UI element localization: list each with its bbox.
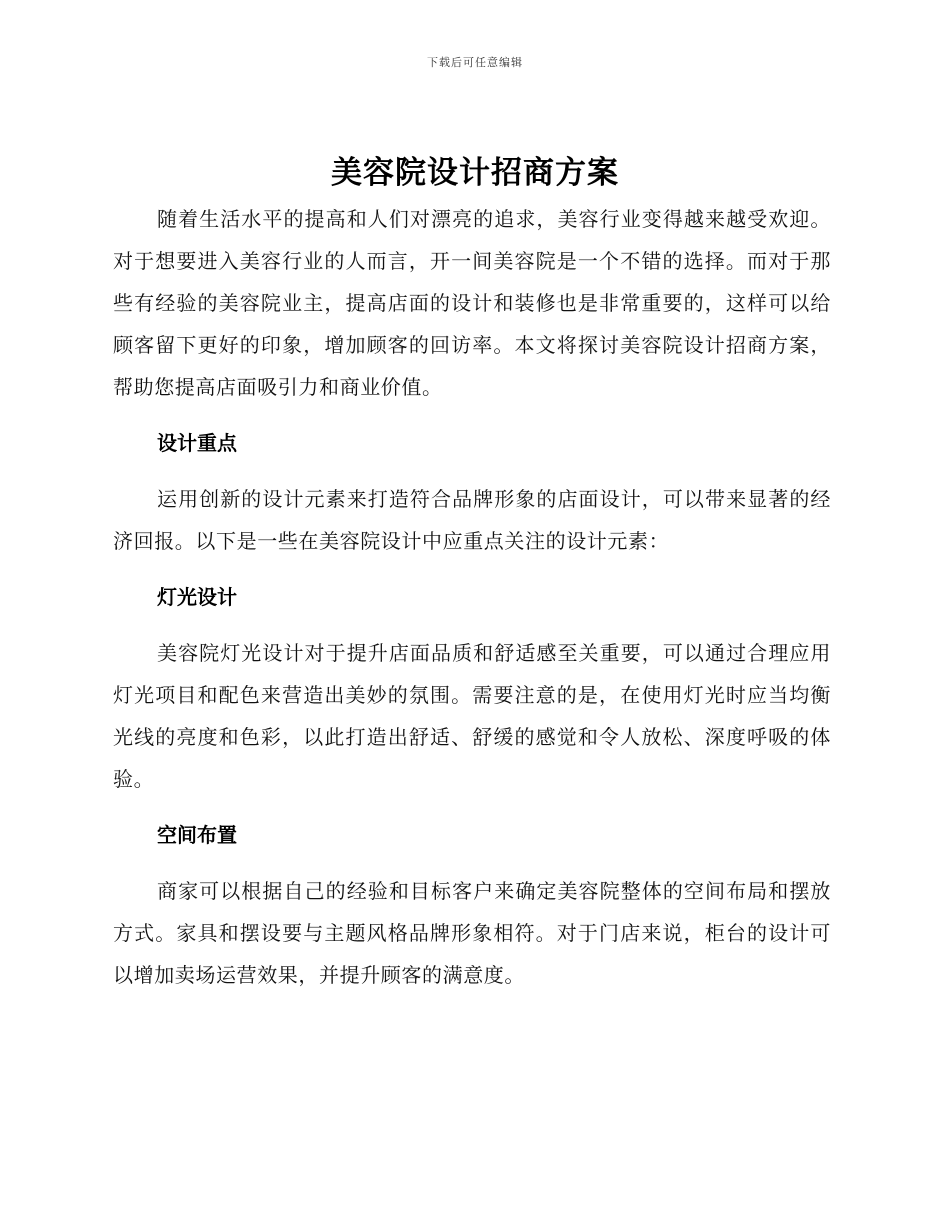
intro-paragraph: 随着生活水平的提高和人们对漂亮的追求，美容行业变得越来越受欢迎。对于想要进入美容行业的人而言，开一间美容院是一个不错的选择。而对于那些有经验的美容院业主，提高店面的设计和装修也是非常重要的，这样可以给顾客留下更好的印象，增加顾客的回访率。本文将探讨美容院设计招商方案，帮助您提高店面吸引力和商业价值。: [113, 207, 831, 399]
header-note: 下载后可任意编辑: [427, 56, 523, 69]
section-heading-design-focus: 设计重点: [157, 431, 237, 455]
section-heading-lighting: 灯光设计: [157, 585, 237, 609]
section-paragraph-design-focus: 运用创新的设计元素来打造符合品牌形象的店面设计，可以带来显著的经济回报。以下是一些在美容院设计中应重点关注的设计元素：: [113, 487, 831, 553]
document-title: 美容院设计招商方案: [331, 155, 619, 191]
section-paragraph-space-layout: 商家可以根据自己的经验和目标客户来确定美容院整体的空间布局和摆放方式。家具和摆设要与主题风格品牌形象相符。对于门店来说，柜台的设计可以增加卖场运营效果，并提升顾客的满意度。: [113, 879, 831, 987]
document-body: [113, 198, 831, 996]
section-paragraph-lighting: 美容院灯光设计对于提升店面品质和舒适感至关重要，可以通过合理应用灯光项目和配色来营造出美妙的氛围。需要注意的是，在使用灯光时应当均衡光线的亮度和色彩，以此打造出舒适、舒缓的感觉和令人放松、深度呼吸的体验。: [113, 641, 831, 791]
section-heading-space-layout: 空间布置: [157, 823, 237, 847]
